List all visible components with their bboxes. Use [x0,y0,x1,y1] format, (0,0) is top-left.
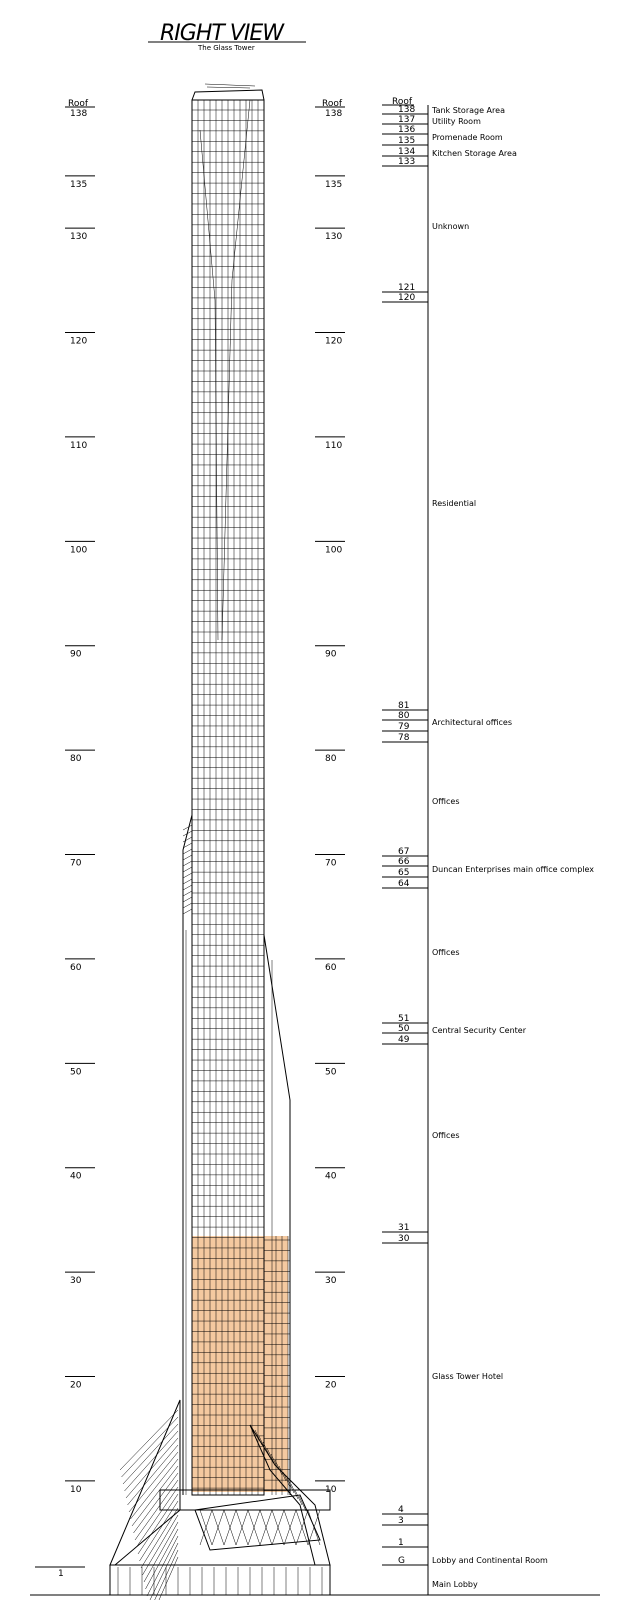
legend-floor-number: 30 [398,1234,410,1244]
middle-scale-mark: 80 [325,754,337,765]
legend-floor-number: 64 [398,879,410,889]
zone-label: Lobby and Continental Room [432,1556,548,1565]
middle-scale-mark: 130 [325,232,343,243]
zone-label: Residential [432,499,477,508]
tower-elevation [30,84,600,1600]
legend-floor-number: 4 [398,1505,404,1515]
legend-floor-number: 136 [398,125,416,135]
legend-floor-number: 67 [398,847,410,857]
middle-scale-top: 138 [325,109,343,119]
left-scale-mark: 70 [70,858,82,869]
left-scale-mark: 40 [70,1171,82,1182]
left-scale-mark: 110 [70,440,88,451]
legend-roof: Roof [392,97,413,107]
zone-label: Offices [432,948,460,957]
middle-scale-mark: 110 [325,440,343,451]
left-scale-mark: 135 [70,179,88,190]
legend-floor-number: G [398,1556,405,1566]
zone-label: Offices [432,797,460,806]
left-scale-top: 138 [70,109,88,119]
roof-antenna [205,84,255,86]
left-floor-scale [65,99,95,1495]
left-scale-mark: 50 [70,1067,82,1078]
middle-scale-mark: 100 [325,545,343,556]
middle-scale-mark: 90 [325,649,337,660]
left-scale-roof: Roof [68,99,89,109]
legend-floor-number: 1 [398,1538,404,1548]
zone-label: Duncan Enterprises main office complex [432,865,595,874]
zone-label: Tank Storage Area [432,106,505,115]
left-scale-mark: 120 [70,336,88,347]
middle-scale-mark: 40 [325,1171,337,1182]
middle-scale-mark: 70 [325,858,337,869]
middle-scale-roof: Roof [322,99,343,109]
left-wing [183,815,192,1495]
page-title: RIGHT VIEW [160,21,283,46]
legend-floor-number: 65 [398,868,410,878]
zone-label: Kitchen Storage Area [432,149,517,158]
left-scale-mark: 20 [70,1380,82,1391]
tower-crown [192,90,264,100]
legend-floor-number: 135 [398,136,416,146]
podium [30,1400,600,1600]
middle-scale-mark: 20 [325,1380,337,1391]
left-scale-mark: 90 [70,649,82,660]
legend-floor-number: 31 [398,1223,410,1233]
legend-floor-number: 138 [398,105,416,115]
legend-floor-number: 121 [398,283,416,293]
middle-scale-mark: 30 [325,1276,337,1287]
legend-floor-number: 3 [398,1516,404,1526]
legend-floor-number: 137 [398,115,416,125]
middle-floor-scale [315,99,345,1495]
zone-label: Glass Tower Hotel [432,1372,504,1381]
ground-marker: 1 [58,1569,64,1579]
middle-scale-mark: 50 [325,1067,337,1078]
legend-floor-number: 133 [398,157,416,167]
left-scale-mark: 130 [70,232,88,243]
left-scale-mark: 10 [70,1484,82,1495]
zone-label: Promenade Room [432,133,503,142]
middle-scale-mark: 120 [325,336,343,347]
legend-floor-number: 66 [398,857,410,867]
floor-legend [382,97,594,1595]
zone-label: Main Lobby [432,1580,478,1589]
page-subtitle: The Glass Tower [198,44,255,52]
left-scale-mark: 60 [70,962,82,973]
legend-floor-number: 49 [398,1035,410,1045]
legend-floor-number: 51 [398,1014,410,1024]
left-scale-mark: 100 [70,545,88,556]
zone-label: Offices [432,1131,460,1140]
zone-label: Unknown [432,222,470,231]
left-scale-mark: 30 [70,1276,82,1287]
legend-floor-number: 80 [398,711,410,721]
legend-floor-number: 134 [398,147,416,157]
middle-scale-mark: 60 [325,962,337,973]
middle-scale-mark: 10 [325,1484,337,1495]
legend-floor-number: 79 [398,722,410,732]
zone-label: Architectural offices [432,718,513,727]
legend-floor-number: 120 [398,293,416,303]
glass-edge-left [200,130,218,640]
base-lobby [110,1565,330,1595]
left-scale-mark: 80 [70,754,82,765]
middle-scale-mark: 135 [325,179,343,190]
legend-floor-number: 81 [398,701,410,711]
zone-label: Utility Room [432,117,481,126]
legend-floor-number: 50 [398,1024,410,1034]
legend-floor-number: 78 [398,733,410,743]
zone-label: Central Security Center [432,1026,526,1035]
